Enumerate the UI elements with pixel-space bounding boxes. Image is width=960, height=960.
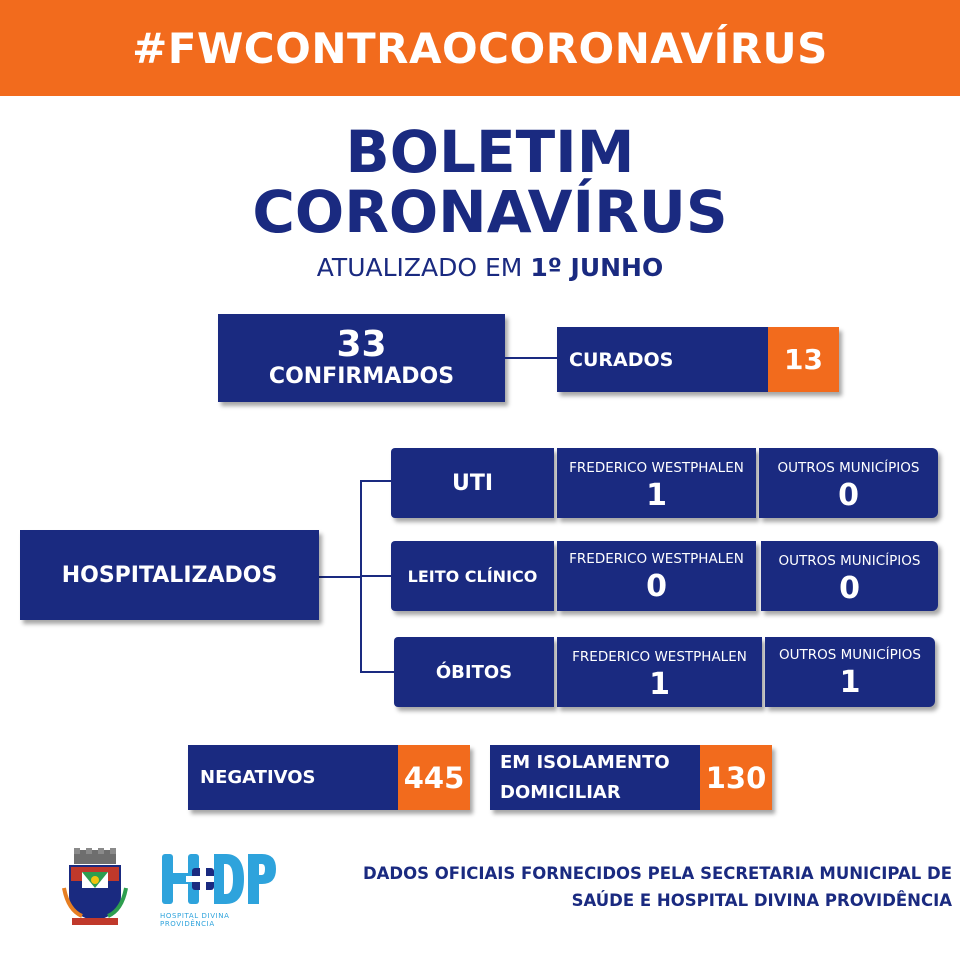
data-source-note bbox=[360, 860, 952, 914]
cell-uti-fw bbox=[557, 448, 756, 518]
confirmed-count: 33 bbox=[336, 324, 387, 365]
cell-caption: OUTROS MUNICÍPIOS bbox=[777, 460, 920, 476]
negatives-box bbox=[188, 745, 470, 810]
cell-caption: OUTROS MUNICÍPIOS bbox=[779, 647, 921, 663]
cell-caption: OUTROS MUNICÍPIOS bbox=[778, 553, 921, 569]
connector-line bbox=[319, 576, 361, 578]
home-isolation-box bbox=[490, 745, 772, 810]
cell-leito-fw bbox=[557, 541, 756, 611]
page-title-line-2: CORONAVÍRUS bbox=[252, 178, 728, 246]
cell-uti-outros bbox=[759, 448, 938, 518]
confirmed-label: CONFIRMADOS bbox=[268, 364, 455, 389]
cured-label: CURADOS bbox=[569, 348, 674, 371]
cell-leito-outros bbox=[761, 541, 938, 611]
cell-value: 1 bbox=[649, 667, 670, 702]
top-banner bbox=[0, 0, 960, 96]
home-isolation-label-line-2: DOMICILIAR bbox=[500, 781, 621, 803]
negatives-label: NEGATIVOS bbox=[200, 766, 316, 788]
cell-obitos-outros bbox=[765, 637, 935, 707]
page-title-line-1: BOLETIM bbox=[345, 118, 635, 186]
cell-obitos-fw bbox=[557, 637, 762, 707]
municipal-crest-icon bbox=[62, 848, 128, 926]
hospitalized-box: HOSPITALIZADOS bbox=[20, 530, 319, 620]
row-label-uti: UTI bbox=[391, 448, 554, 518]
connector-line bbox=[505, 357, 557, 359]
negatives-count: 445 bbox=[398, 745, 470, 810]
connector-line bbox=[360, 671, 394, 673]
cured-box bbox=[557, 327, 839, 392]
cell-value: 0 bbox=[838, 478, 859, 513]
connector-line bbox=[360, 480, 392, 482]
confirmed-box bbox=[218, 314, 505, 402]
subtitle-date: 1º JUNHO bbox=[530, 253, 664, 282]
data-source-line-1: DADOS OFICIAIS FORNECIDOS PELA SECRETARIA MUNICIPAL DE bbox=[362, 864, 952, 883]
cell-value: 0 bbox=[646, 569, 667, 604]
cured-count: 13 bbox=[768, 327, 839, 392]
cell-caption: FREDERICO WESTPHALEN bbox=[569, 551, 744, 567]
cell-value: 1 bbox=[646, 478, 667, 513]
update-date-subtitle bbox=[0, 252, 960, 284]
hashtag-title: #FWCONTRAOCORONAVÍRUS bbox=[132, 23, 828, 73]
cell-value: 0 bbox=[839, 571, 860, 606]
cell-value: 1 bbox=[839, 665, 861, 700]
cell-caption: FREDERICO WESTPHALEN bbox=[572, 649, 747, 665]
home-isolation-count: 130 bbox=[700, 745, 772, 810]
row-label-leito-clinico: LEITO CLÍNICO bbox=[391, 541, 554, 611]
home-isolation-label bbox=[490, 745, 700, 810]
home-isolation-label-line-1: EM ISOLAMENTO bbox=[500, 751, 670, 773]
subtitle-prefix: ATUALIZADO EM bbox=[316, 253, 531, 282]
hdp-caption: HOSPITAL DIVINA PROVIDÊNCIA bbox=[160, 912, 230, 928]
row-label-obitos: ÓBITOS bbox=[394, 637, 554, 707]
cell-caption: FREDERICO WESTPHALEN bbox=[569, 460, 744, 476]
connector-line bbox=[360, 575, 392, 577]
data-source-line-2: SAÚDE E HOSPITAL DIVINA PROVIDÊNCIA bbox=[571, 891, 952, 910]
